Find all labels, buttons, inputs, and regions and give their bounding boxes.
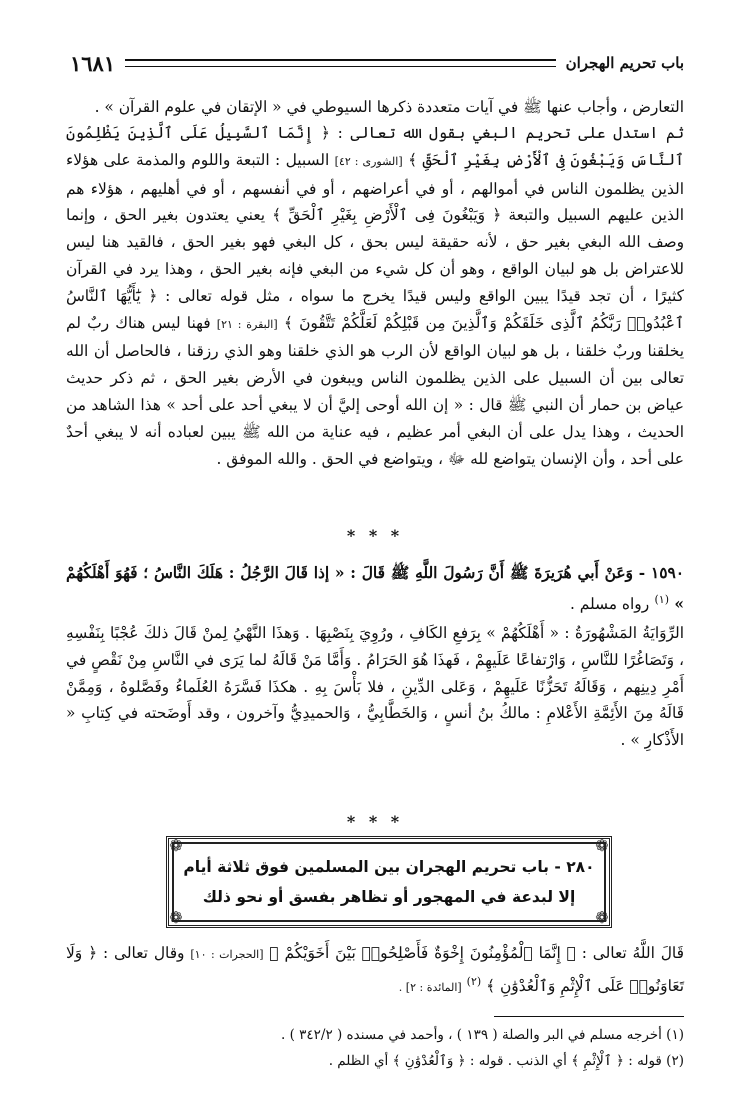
corner-ornament-icon: ❁ [595, 836, 609, 855]
chapter-title: باب تحريم الهجران [565, 54, 684, 72]
paragraph-hadith-commentary: الرِّوَايَةُ المَشْهُورَةُ : « أَهْلَكُهُمْ » بِرَفعِ الكَافِ ، ورُوِيَ بِنَصْبِهَا . وَهذَا النَّهْيُ لِمنْ قَالَ ذلكَ عُجْبًا بِنَفْسِهِ ، وَتَصَاغُرًا للنَّاسِ ، وَارْتفاعًا عَلَيهِمْ ، فَهذَا هُوَ الحَرَامُ . وَأَمَّا مَنْ قَالَهُ لما يَرَى في النَّاسِ مِنْ نَقْصٍ في أَمْرِ دِينِهم ، وَقَالَهُ تَحَزُّنًا عَلَيهِمْ ، وَعَلى الدِّينِ ، فلا بَأْسَ بِهِ . هكذَا فَسَّرَهُ العُلَماءُ وفَصَّلوهُ ، وَمِمَّنْ قَالَهُ مِنَ الأَئِمَّةِ الأَعْلامِ : مالكُ بنُ أنسٍ ، وَالخَطَّابِيُّ ، وَالحميدِيُّ وآخرون ، وقد أَوضَحته في كِتابِ « الأَذْكارِ » . [66, 624, 684, 750]
text-segment: قَالَ اللَّهُ تعالى : ﴿ إِنَّمَا ٱلْمُؤْمِنُونَ إِخْوَةٌ فَأَصْلِحُوا۟ بَيْنَ أَخَوَيْكُمْ ﴾ [269, 944, 684, 962]
corner-ornament-icon: ❁ [169, 908, 183, 927]
paragraph-commentary-baghy [66, 120, 684, 472]
section-separator: * * * [346, 812, 404, 831]
verse-reference: [البقرة : ٢١] [216, 317, 278, 331]
paragraph-intro: التعارض ، وأجاب عنها ﷺ في آيات متعددة ذكرها السيوطي في « الإتقان في علوم القرآن » . [94, 98, 684, 116]
text-segment: فهنا ليس هناك ربٌ لم يخلقنا وربٌ خلقنا ، بل هو لبيان الواقع لأن الرب هو الذي خلقنا وهو الذي رزقنا ، فالحاصل أن الله تعالى بين أن السبيل على الذين يظلمون الناس ويبغون في الأرض بغير الحق ، ثم ذكر حديث عياض بن حمار أن النبي ﷺ قال : « إن الله أوحى إليَّ أن لا يبغي أحد على أحد » هذا الشاهد من الحديث ، وهذا يدل على أن البغي أمر عظيم ، فيه عناية من الله ﷺ يبين لعباده أنه لا يبغي أحدٌ على أحد ، وأن الإنسان يتواضع لله ﷻ ، ويتواضع في الحق . والله الموفق . [66, 313, 684, 468]
footnote-marker: (٢) [466, 974, 482, 988]
text-segment: السبيل : التبعة واللوم والمذمة على هؤلاء الذين يظلمون الناس في أموالهم ، أو في أعراضهم ، أو في أنفسهم ، أو في أهليهم ، هؤلاء هم الذين عليهم السبيل والتبعة ﴿ وَيَبْغُونَ فِى ٱلْأَرْضِ بِغَيْرِ ٱلْحَقِّ ﴾ يعني يعتدون بغير الحق ، وإنما وصف الله البغي بغير حق ، لأنه حقيقة ليس بحق ، كل البغي فهو بغير الحق ، فالقيد هنا ليس للاعتراض بل هو لبيان الواقع ، وهو أن كل شيء من البغي فإنه بغير الحق ، وهذا يرد في القرآن كثيرًا ، أن تجد قيدًا يبين الواقع وليس قيدًا يخرج ما سواه ، مثل قوله تعالى : ﴿ يَٰٓأَيُّهَا ٱلنَّاسُ ٱعْبُدُوا۟ رَبَّكُمُ ٱلَّذِى خَلَقَكُمْ وَٱلَّذِينَ مِن قَبْلِكُمْ لَعَلَّكُمْ تَتَّقُونَ ﴾ [66, 150, 684, 332]
chapter-heading [172, 842, 606, 922]
paragraph-verses [66, 940, 684, 1002]
footnote-separator [494, 1016, 684, 1017]
corner-ornament-icon: ❁ [169, 836, 183, 855]
chapter-heading-box [166, 836, 612, 928]
hadith-source: رواه مسلم . [569, 594, 650, 613]
page-number: ١٦٨١ [70, 50, 116, 76]
verse-reference: [الشورى : ٤٢] [334, 154, 403, 168]
header-rule [125, 59, 555, 67]
running-header [70, 48, 684, 78]
verse-reference: [المائدة : ٢] . [398, 980, 462, 994]
text-segment: وقال تعالى : ﴿ وَلَا تَعَاوَنُوا۟ عَلَى ٱلْإِثْمِ وَٱلْعُدْوَٰنِ ﴾ [66, 944, 684, 995]
hadith-matn: ١٥٩٠ - وَعَنْ أَبي هُرَيرَةَ ﷺ أَنَّ رَسُولَ اللَّهِ ﷺ قَالَ : « إذا قَالَ الرَّجُلُ : هَلَكَ النَّاسُ ؛ فَهُوَ أَهْلَكُهُمْ » [66, 564, 684, 613]
verse-reference: [الحجرات : ١٠] [190, 948, 264, 961]
footnote-2: (٢) قوله : ﴿ ٱلْإِثْمِ ﴾ أي الذنب . قوله : ﴿ وَٱلْعُدْوَٰنِ ﴾ أي الظلم . [328, 1053, 684, 1069]
hadith-text [66, 560, 684, 618]
corner-ornament-icon: ❁ [595, 908, 609, 927]
footnote-1: (١) أخرجه مسلم في البر والصلة ( ١٣٩ ) ، وأحمد في مسنده ( ٣٤٢/٢ ) . [281, 1027, 684, 1043]
section-separator: * * * [346, 526, 404, 545]
chapter-heading-line: ٢٨٠ - باب تحريم الهجران بين المسلمين فوق ثلاثة أيام [183, 858, 595, 876]
chapter-heading-line: إلا لبدعة في المهجور أو تظاهر بفسق أو نحو ذلك [202, 888, 576, 906]
text-segment: ثم استدل على تحريم البغي بقول الله تعالى : ﴿ إِنَّمَا ٱلسَّبِيلُ عَلَى ٱلَّذِينَ يَظْلِمُونَ ٱلنَّاسَ وَيَبْغُونَ فِى ٱلْأَرْضِ بِغَيْرِ ٱلْحَقِّ ﴾ [66, 124, 684, 169]
footnote-marker: (١) [654, 592, 670, 606]
